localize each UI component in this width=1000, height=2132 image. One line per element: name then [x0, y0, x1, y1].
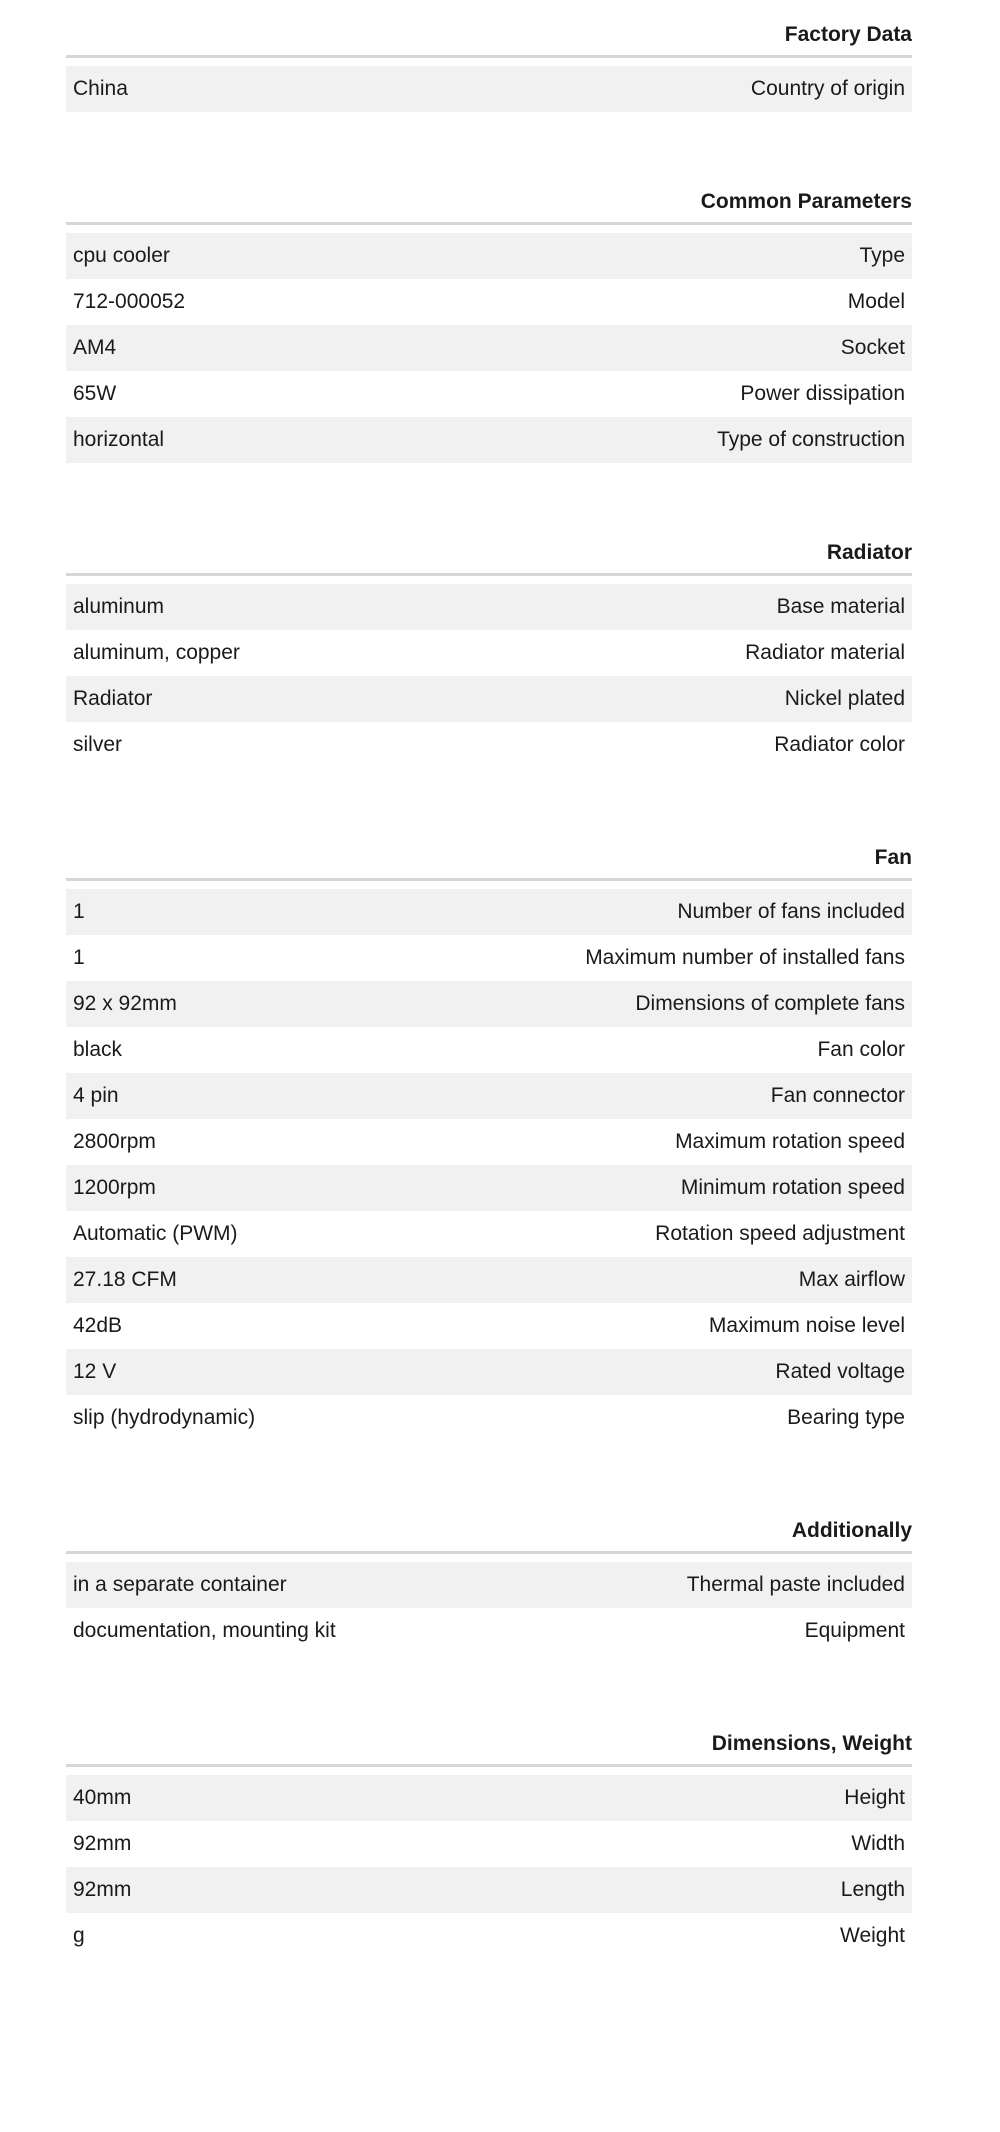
- spec-label: Nickel plated: [784, 687, 905, 710]
- spec-label: Fan color: [817, 1038, 905, 1061]
- spec-section: [66, 18, 912, 112]
- spec-value: Automatic (PWM): [73, 1222, 238, 1245]
- spec-row: [66, 584, 912, 630]
- spec-row: [66, 1165, 912, 1211]
- spec-label: Radiator material: [745, 641, 905, 664]
- spec-value: 1: [73, 946, 85, 969]
- spec-value: g: [73, 1924, 85, 1947]
- spec-row: [66, 1867, 912, 1913]
- spec-value: 92 x 92mm: [73, 992, 177, 1015]
- spec-row: [66, 279, 912, 325]
- spec-label: Dimensions of complete fans: [635, 992, 905, 1015]
- spec-value: in a separate container: [73, 1573, 287, 1596]
- section-title: Radiator: [66, 536, 912, 576]
- spec-row: [66, 325, 912, 371]
- spec-row: [66, 676, 912, 722]
- spec-value: 4 pin: [73, 1084, 119, 1107]
- spec-label: Type: [859, 244, 905, 267]
- spec-section: [66, 1727, 912, 1959]
- spec-row: [66, 1073, 912, 1119]
- spec-row: [66, 1211, 912, 1257]
- spec-row: [66, 722, 912, 768]
- spec-value: slip (hydrodynamic): [73, 1406, 256, 1429]
- spec-label: Thermal paste included: [686, 1573, 905, 1596]
- spec-label: Number of fans included: [677, 900, 905, 923]
- spec-value: 1200rpm: [73, 1176, 156, 1199]
- spec-section: [66, 1514, 912, 1654]
- spec-label: Type of construction: [717, 428, 905, 451]
- spec-section: [66, 185, 912, 463]
- spec-label: Bearing type: [787, 1406, 905, 1429]
- spec-row: [66, 981, 912, 1027]
- spec-value: China: [73, 77, 128, 100]
- spec-value: 92mm: [73, 1832, 132, 1855]
- spec-value: horizontal: [73, 428, 165, 451]
- spec-value: 65W: [73, 382, 117, 405]
- spec-value: cpu cooler: [73, 244, 170, 267]
- spec-row: [66, 889, 912, 935]
- spec-row: [66, 417, 912, 463]
- spec-value: 2800rpm: [73, 1130, 156, 1153]
- spec-row: [66, 1257, 912, 1303]
- spec-label: Rotation speed adjustment: [655, 1222, 905, 1245]
- spec-section: [66, 536, 912, 768]
- spec-label: Minimum rotation speed: [680, 1176, 905, 1199]
- spec-row: [66, 1913, 912, 1959]
- spec-label: Socket: [840, 336, 905, 359]
- section-title: Dimensions, Weight: [66, 1727, 912, 1767]
- spec-value: AM4: [73, 336, 117, 359]
- spec-row: [66, 1349, 912, 1395]
- spec-label: Maximum number of installed fans: [585, 946, 905, 969]
- spec-label: Width: [851, 1832, 905, 1855]
- spec-value: Radiator: [73, 687, 153, 710]
- spec-section: [66, 841, 912, 1441]
- spec-value: aluminum, copper: [73, 641, 240, 664]
- spec-row: [66, 1303, 912, 1349]
- spec-label: Power dissipation: [740, 382, 905, 405]
- section-title: Factory Data: [66, 18, 912, 58]
- spec-label: Maximum rotation speed: [675, 1130, 905, 1153]
- spec-value: 92mm: [73, 1878, 132, 1901]
- spec-row: [66, 1608, 912, 1654]
- spec-sections: [66, 18, 912, 2032]
- spec-row: [66, 1562, 912, 1608]
- spec-label: Radiator color: [774, 733, 905, 756]
- spec-row: [66, 1027, 912, 1073]
- spec-label: Fan connector: [770, 1084, 905, 1107]
- spec-row: [66, 371, 912, 417]
- spec-label: Country of origin: [750, 77, 905, 100]
- spec-label: Max airflow: [798, 1268, 905, 1291]
- spec-value: silver: [73, 733, 123, 756]
- spec-row: [66, 66, 912, 112]
- spec-row: [66, 1395, 912, 1441]
- spec-value: aluminum: [73, 595, 165, 618]
- spec-value: 27.18 CFM: [73, 1268, 177, 1291]
- section-title: Fan: [66, 841, 912, 881]
- spec-value: documentation, mounting kit: [73, 1619, 336, 1642]
- spec-label: Rated voltage: [775, 1360, 905, 1383]
- spec-label: Height: [844, 1786, 905, 1809]
- spec-value: 40mm: [73, 1786, 132, 1809]
- spec-value: 1: [73, 900, 85, 923]
- spec-label: Base material: [776, 595, 905, 618]
- section-title: Additionally: [66, 1514, 912, 1554]
- spec-label: Length: [840, 1878, 905, 1901]
- spec-row: [66, 1821, 912, 1867]
- spec-label: Maximum noise level: [708, 1314, 905, 1337]
- spec-value: 42dB: [73, 1314, 123, 1337]
- spec-value: black: [73, 1038, 123, 1061]
- spec-row: [66, 1775, 912, 1821]
- spec-label: Equipment: [804, 1619, 905, 1642]
- spec-row: [66, 935, 912, 981]
- spec-value: 12 V: [73, 1360, 117, 1383]
- spec-row: [66, 233, 912, 279]
- section-title: Common Parameters: [66, 185, 912, 225]
- spec-label: Model: [847, 290, 905, 313]
- spec-value: 712-000052: [73, 290, 186, 313]
- spec-label: Weight: [840, 1924, 905, 1947]
- spec-row: [66, 1119, 912, 1165]
- spec-row: [66, 630, 912, 676]
